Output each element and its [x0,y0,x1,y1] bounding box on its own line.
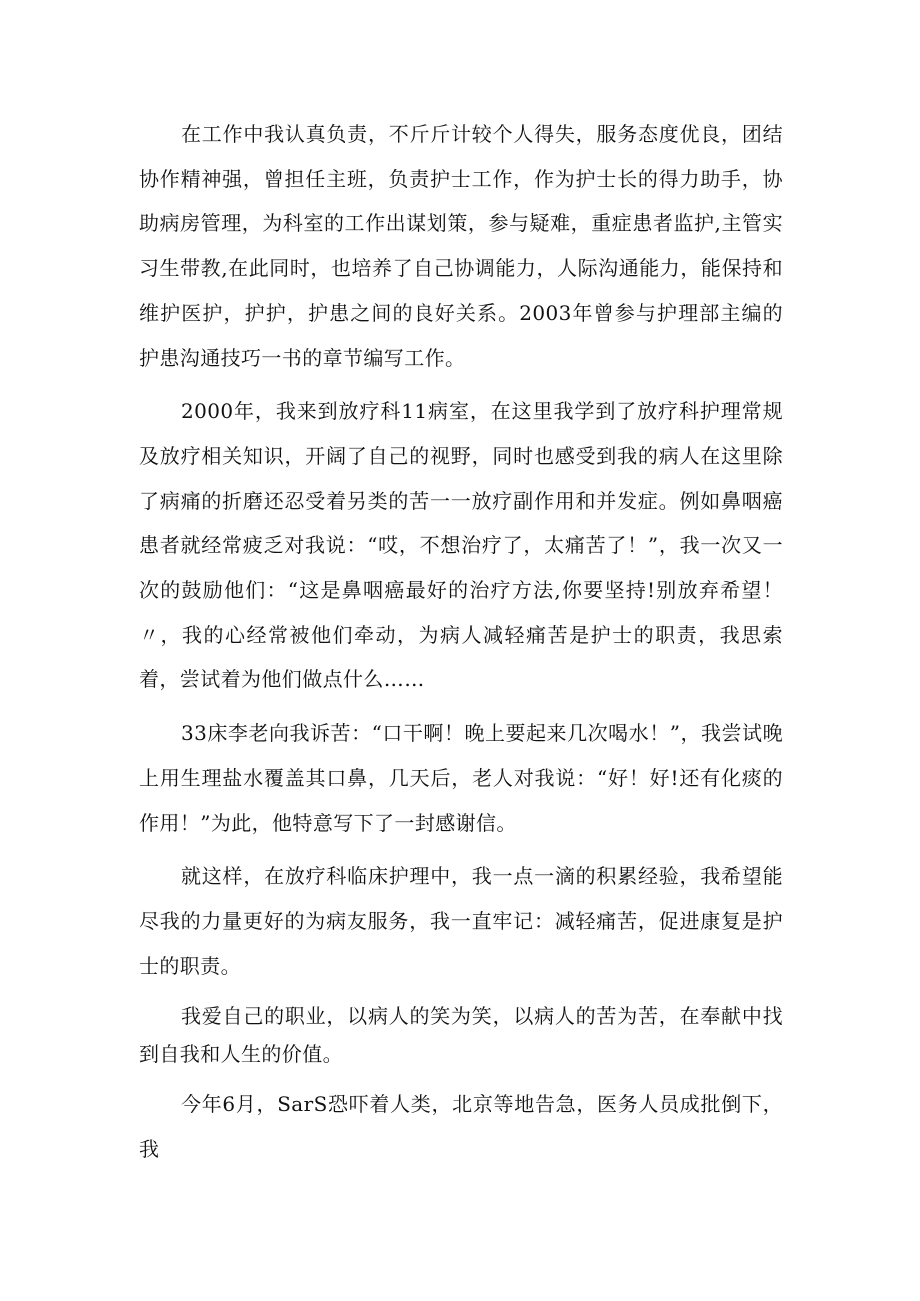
paragraph-6: 今年6月，SarS恐吓着人类，北京等地告急，医务人员成批倒下，我 [139,1092,783,1162]
paragraph-5: 我爱自己的职业，以病人的笑为笑，以病人的苦为苦，在奉献中找到自我和人生的价值。 [139,1004,783,1067]
paragraph-2: 2000年，我来到放疗科11病室，在这里我学到了放疗科护理常规及放疗相关知识，开阔了自己的视野，同时也感受到我的病人在这里除了病痛的折磨还忍受着另类的苦一一放疗副作用和并发症。例如鼻咽癌患者就经常疲乏对我说：“哎，不想治疗了，太痛苦了！”，我一次又一次的鼓励他们：“这是鼻咽癌最好的治疗方法,你要坚持!别放弃希望！〃，我的心经常被他们牵动，为病人减轻痛苦是护士的职责，我思索着，尝试着为他们做点什么…… [139,399,783,692]
paragraph-1: 在工作中我认真负责，不斤斤计较个人得失，服务态度优良，团结协作精神强，曾担任主班，负责护士工作，作为护士长的得力助手，协助病房管理，为科室的工作出谋划策，参与疑难，重症患者监护,主管实习生带教,在此同时，也培养了自己协调能力，人际沟通能力，能保持和维护医护，护护，护患之间的良好关系。2003年曾参与护理部主编的护患沟通技巧一书的章节编写工作。 [139,122,783,370]
document-body [139,112,783,1172]
paragraph-4: 就这样，在放疗科临床护理中，我一点一滴的积累经验，我希望能尽我的力量更好的为病友服务，我一直牢记：减轻痛苦，促进康复是护士的职责。 [139,864,783,978]
paragraph-3: 33床李老向我诉苦：“口干啊！晚上要起来几次喝水！”，我尝试晚上用生理盐水覆盖其口鼻，几天后，老人对我说：“好！好!还有化痰的作用！”为此，他特意写下了一封感谢信。 [139,721,783,835]
